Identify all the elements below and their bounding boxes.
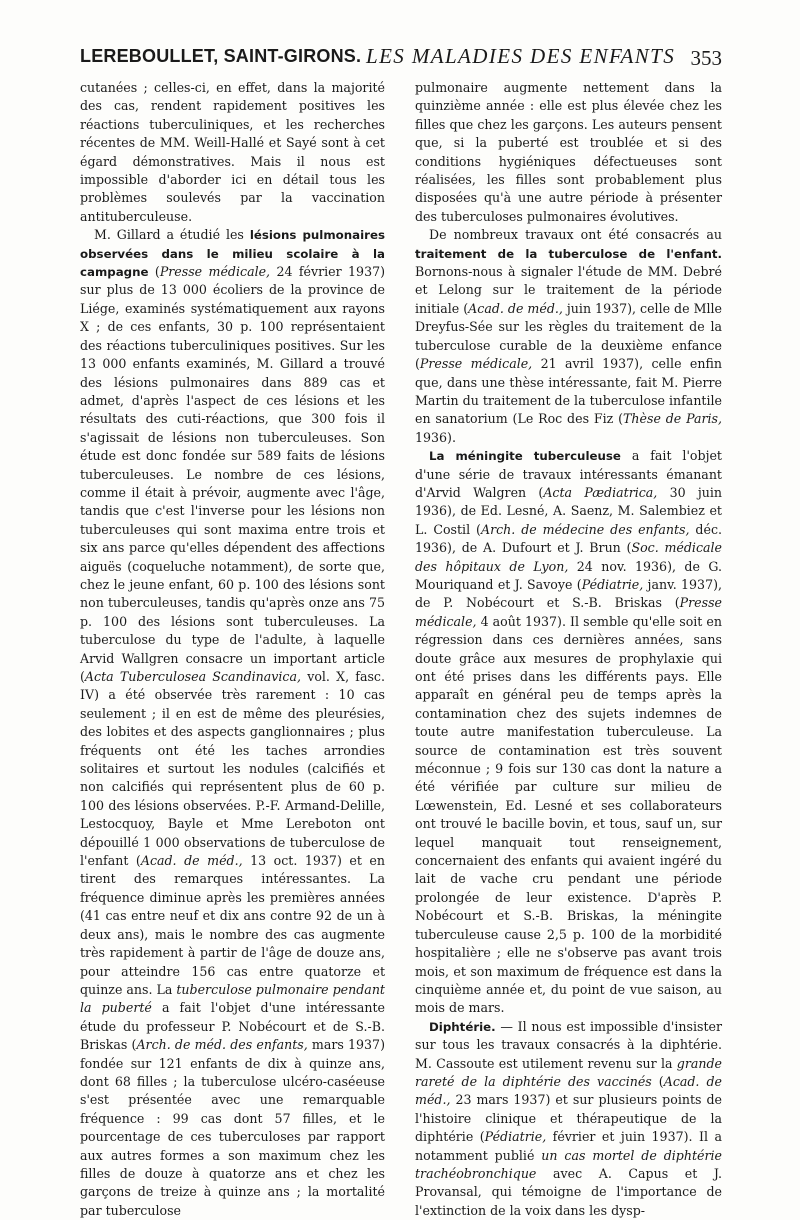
text: 24 février 1937) sur plus de 13 000 écoliers de la province de Liége, examinés systématiquement aux rayons X ; de ces enfants, 30 p. 100 représentaient des réactions tuberculiniques positives. Sur les 13 000 enfants examinés, M. Gillard a trouvé des lésions pulmonaires dans 889 cas et admet, d'après l'aspect de ces lésions et les résultats des cuti-réactions, que 300 fois il s'agissait de lésions non tuberculeuses. Son étude est donc fondée sur 589 faits de lésions tuberculeuses. Le nombre de ces lésions, comme il était à prévoir, augmente avec l'âge, tandis que c'est l'inverse pour les lésions non tuberculeuses qui sont maxima entre trois et six ans parce qu'elles dépendent des affections aiguës (coqueluche notamment), de sorte que, chez le jeune enfant, 60 p. 100 des lésions sont non tuberculeuses, tandis qu'après onze ans 75 p. 100 des lésions sont tuberculeuses. La tuberculose du type de l'adulte, à laquelle Arvid Wallgren consacre un important article ( xyxy=(80,264,386,684)
emphasis: grande rareté de la diphtérie des vaccinés xyxy=(415,1055,722,1089)
paragraph-vaccination: cutanées ; celles-ci, en effet, dans la majorité des cas, rendent rapidement positives les réactions tuberculiniques, et les recherches récentes de MM. Weill-Hallé et Sayé sont à cet égard démonstratives. Mais il nous est impossible d'aborder ici en détail tous les problèmes soulevés par la vaccination antituberculeuse. xyxy=(80,80,385,224)
citation: Acad. de méd., xyxy=(468,300,563,316)
text: 21 avril 1937), celle enfin que, dans une thèse intéressante, fait M. Pierre Martin du traitement de la tuberculose infantile en sanatorium (Le Roc des Fiz ( xyxy=(415,356,723,427)
paragraph-puberte-continued: pulmonaire augmente nettement dans la quinzième année : elle est plus élevée chez les filles que chez les garçons. Les auteurs pensent que, si la puberté est troublée et si des conditions hygiéniques défectueuses sont réalisées, les filles sont probablement plus disposées qu'à une autre période à présenter des tuberculoses pulmonaires évolutives. xyxy=(415,80,722,224)
page-number: 353 xyxy=(690,46,722,70)
citation: Soc. médicale des hôpitaux de Lyon, xyxy=(415,540,722,574)
running-head-authors: LEREBOULLET, SAINT-GIRONS. xyxy=(80,46,362,66)
text: M. Gillard a étudié les xyxy=(94,227,250,243)
heading-meningite: La méningite tuberculeuse xyxy=(429,449,621,464)
text: 24 nov. 1936), de G. Mouriquand et J. Savoye ( xyxy=(415,558,722,592)
citation: Presse médicale, xyxy=(419,356,533,372)
text: ( xyxy=(148,264,160,280)
citation: Acta Pædiatrica, xyxy=(543,484,658,500)
paragraph-traitement xyxy=(415,226,722,447)
text: 30 juin 1936), de Ed. Lesné, A. Saenz, M. Salembiez et L. Costil ( xyxy=(415,484,723,537)
heading-traitement: traitement de la tuberculose de l'enfant. xyxy=(415,246,722,261)
citation: Thèse de Paris, xyxy=(623,411,722,427)
text: juin 1937), celle de Mlle Dreyfus-Sée sur les règles du traitement de la tuberculose curable de la deuxième enfance ( xyxy=(415,300,722,372)
text: mars 1937) fondée sur 121 enfants de dix à quinze ans, dont 68 filles ; la tuberculose ulcéro-caséeuse s'est présentée avec une remarquable fréquence : 99 cas dont 57 filles, et le pourcentage de ces tuberculoses par rapport aux autres formes a son maximum chez les filles de douze à quatorze ans et chez les garçons de treize à quinze ans ; la mortalité par tuberculose xyxy=(80,1037,385,1218)
text: 1936). xyxy=(415,429,456,445)
text: février et juin 1937). Il a notamment publié xyxy=(415,1129,722,1163)
text: — Il nous est impossible d'insister sur tous les travaux consacrés à la diphtérie. M. Cassoute est utilement revenu sur la xyxy=(415,1018,722,1071)
text: 4 août 1937). Il semble qu'elle soit en régression dans ces dernières années, sans doute grâce aux mesures de prophylaxie qui ont été prises dans les différents pays. Elle apparaît en général peu de temps après la contamination chez des sujets indemnes de toute autre manifestation tuberculeuse. La source de contamination est très souvent méconnue ; 9 fois sur 130 cas dont la nature a été vérifiée par culture sur milieu de Lœwenstein, Ed. Lesné et ses collaborateurs ont trouvé le bacille bovin, et tous, sauf un, sur lequel manquait tout renseignement, concernaient des enfants qui avaient ingéré du lait de vache cru pendant une période prolongée de leur existence. D'après P. Nobécourt et S.-B. Briskas, la méningite tuberculeuse cause 2,5 p. 100 de la morbidité hospitalière ; elle ne s'observe pas avant trois mois, et son maximum de fréquence est dans la cinquième année et, du point de vue saison, au mois de mars. xyxy=(415,613,722,1016)
running-head xyxy=(80,40,722,76)
citation: Arch. de méd. des enfants, xyxy=(136,1037,308,1053)
citation: Presse médicale, xyxy=(415,595,722,629)
text: déc. 1936), de A. Dufourt et J. Brun ( xyxy=(415,521,723,556)
citation: Acad. de méd., xyxy=(415,1073,722,1108)
text: avec A. Capus et J. Provansal, qui témoigne de l'importance de l'extinction de la voix dans les dysp- xyxy=(415,1165,722,1218)
heading-diphterie: Diphtérie. xyxy=(429,1019,496,1034)
paragraph-gillard xyxy=(80,226,385,1220)
right-column xyxy=(415,79,722,1220)
citation: Pédiatrie, xyxy=(484,1129,547,1145)
running-head-title: LES MALADIES DES ENFANTS xyxy=(366,44,676,68)
text: a fait l'objet d'une série de travaux intéressants émanant d'Arvid Walgren ( xyxy=(415,448,722,500)
emphasis: tuberculose pulmonaire pendant la puberté xyxy=(80,981,385,1016)
paragraph-meningite xyxy=(415,447,722,1018)
citation: Acad. de méd., xyxy=(140,853,243,869)
text: Bornons-nous à signaler l'étude de MM. Debré et Lelong sur le traitement de la période initiale ( xyxy=(415,264,722,316)
text: 23 mars 1937) et sur plusieurs points de l'histoire clinique et thérapeutique de la diphtérie ( xyxy=(415,1092,722,1145)
text: janv. 1937), de P. Nobécourt et S.-B. Briskas ( xyxy=(415,576,723,611)
citation: Pédiatrie, xyxy=(581,576,644,592)
citation: Acta Tuberculosea Scandinavica, xyxy=(84,669,301,684)
left-column xyxy=(80,79,385,1220)
text: De nombreux travaux ont été consacrés au xyxy=(429,227,722,243)
emphasis: un cas mortel de diphtérie trachéobronchique xyxy=(415,1147,722,1181)
text: a fait l'objet d'une intéressante étude du professeur P. Nobécourt et de S.-B. Briskas ( xyxy=(80,1000,386,1053)
text: 13 oct. 1937) et en tirent des remarques intéressantes. La fréquence diminue après les premières années (41 cas entre neuf et dix ans contre 92 de un à deux ans), mais le nombre des cas augmente très rapidement à partir de l'âge de douze ans, pour atteindre 156 cas entre quatorze et quinze ans. La xyxy=(80,853,385,997)
paragraph-diphterie xyxy=(415,1018,722,1220)
text: ( xyxy=(651,1073,664,1089)
text: vol. X, fasc. IV) a été observée très rarement : 10 cas seulement ; il en est de même des pleurésies, des lobites et des aspects ganglionnaires ; plus fréquents ont été les taches arrondies solitaires et surtout les nodules (calcifiés et non calcifiés qui représentent plus de 60 p. 100 des lésions observées. P.-F. Armand-Delille, Lestocquoy, Bayle et Mme Lereboton ont dépouillé 1 000 observations de tuberculose de l'enfant ( xyxy=(80,669,385,869)
heading-lesions-pulmonaires: lésions pulmonaires observées dans le milieu scolaire à la campagne xyxy=(80,228,385,280)
citation: Presse médicale, xyxy=(159,264,271,280)
citation: Arch. de médecine des enfants, xyxy=(480,521,690,537)
